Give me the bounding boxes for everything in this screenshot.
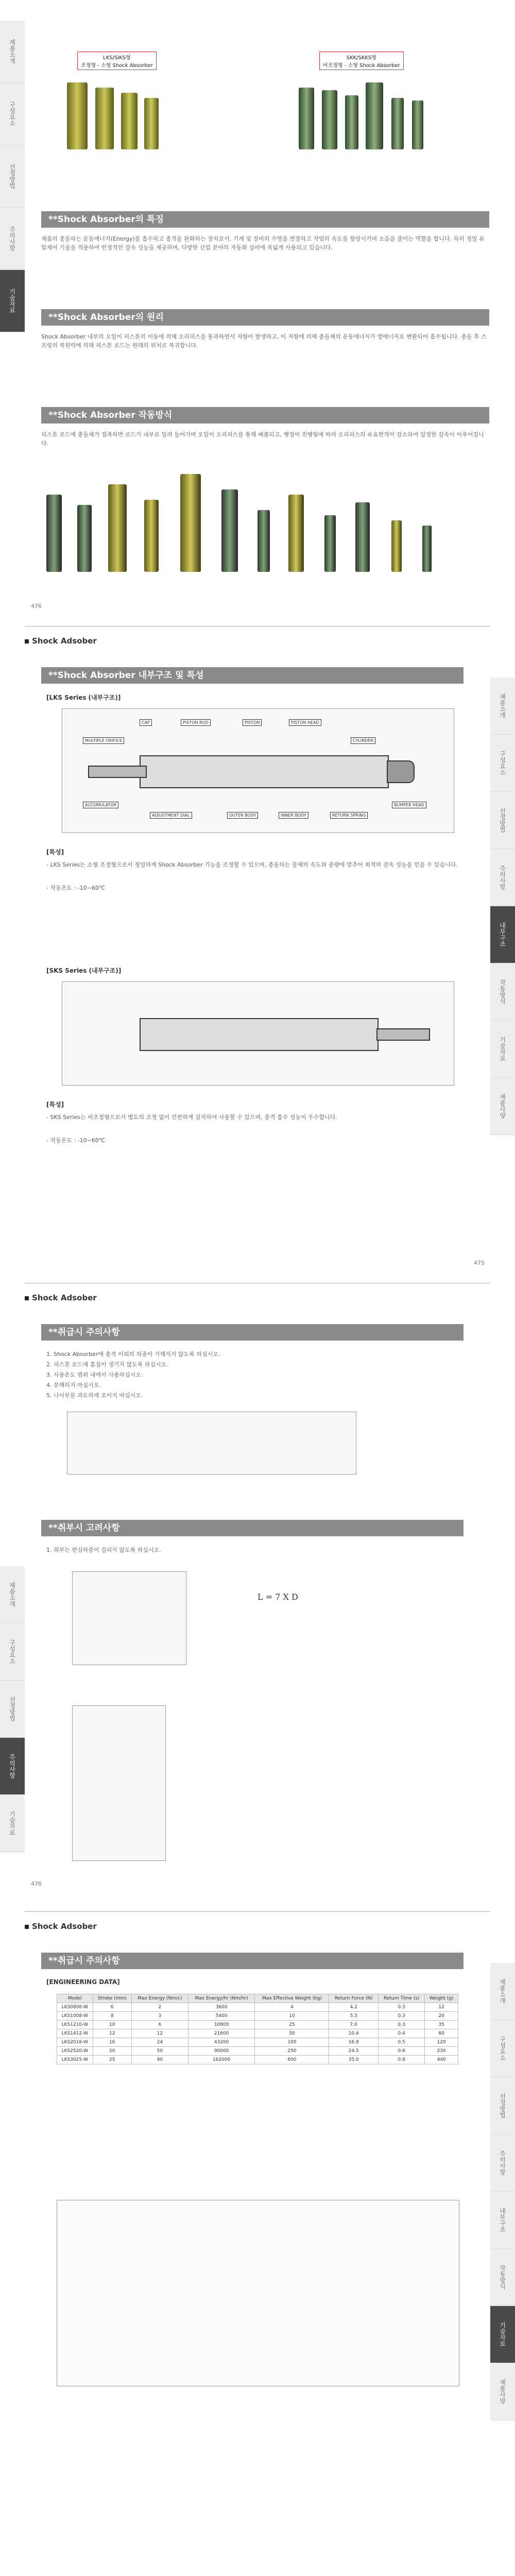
part-label: PISTON ROD xyxy=(181,719,211,726)
shock-absorber-image xyxy=(345,95,358,149)
mounting-diagram xyxy=(67,1412,356,1475)
catalog-page-2 xyxy=(0,626,515,1275)
product-group-adjustable xyxy=(46,52,201,155)
feature-title: [특성] xyxy=(46,849,64,856)
side-tab[interactable]: 주의사항 xyxy=(0,208,25,270)
shock-absorber-image xyxy=(322,90,337,149)
section-banner: **취급시 주의사항 xyxy=(41,1953,464,1969)
side-tab[interactable]: 기술자료 xyxy=(490,1021,515,1078)
right-side-tabs xyxy=(490,1963,515,2420)
table-cell: 10800 xyxy=(188,2021,255,2029)
table-cell: 24.5 xyxy=(329,2047,378,2056)
paragraph: - LKS Series는 소형 조정형으로서 정밀하게 Shock Absorber 기능을 조정할 수 있으며, 충돌하는 물체의 속도와 중량에 맞추어 최적의 감속 성능을 얻을 수 있습니다. xyxy=(46,861,458,868)
table-row xyxy=(57,2021,458,2029)
side-tab[interactable]: 선정방법 xyxy=(490,2077,515,2134)
product-label-box: LKS/SIKS형 조정형 - 소형 Shock Absorber xyxy=(77,52,157,70)
lks-cross-section-diagram xyxy=(62,708,454,833)
table-cell: 5.5 xyxy=(329,2012,378,2021)
table-cell: LKS2016-W xyxy=(57,2038,93,2047)
table-cell: LKS3025-W xyxy=(57,2056,93,2064)
paragraph: Shock Absorber 내부의 오일이 피스톤의 이동에 의해 오리피스를 통과하면서 저항이 발생하고, 이 저항에 의해 충돌체의 운동에너지가 열에너지로 변환되어 흡수됩니다. 충돌 후 스프링의 복원력에 의해 피스톤 로드는 원래의 위치로 복귀합니다. xyxy=(41,333,487,349)
shock-absorber-image xyxy=(180,474,201,572)
page-header: Shock Adsober xyxy=(25,636,490,652)
bumper-head xyxy=(387,760,415,783)
side-tab-active[interactable]: 내부구조 xyxy=(490,906,515,963)
feature-title: [특성] xyxy=(46,1101,64,1108)
table-row xyxy=(57,2038,458,2047)
table-cell: LKS1008-W xyxy=(57,2012,93,2021)
table-cell: 250 xyxy=(255,2047,329,2056)
catalog-page-4 xyxy=(0,1911,515,2576)
caution-item: 5. 나사부를 과도하게 조이지 마십시오. xyxy=(46,1392,143,1399)
table-cell: 0.5 xyxy=(378,2038,424,2047)
table-cell: 20 xyxy=(425,2012,458,2021)
shock-absorber-image xyxy=(67,82,88,149)
shock-absorber-image xyxy=(366,82,383,149)
table-cell: 21600 xyxy=(188,2029,255,2038)
table-cell: 10 xyxy=(255,2012,329,2021)
section-banner: **취부시 고려사항 xyxy=(41,1520,464,1536)
side-tab-active[interactable]: 기술자료 xyxy=(0,270,25,332)
col-header: Weight (g) xyxy=(425,1994,458,2003)
table-cell: 230 xyxy=(425,2047,458,2056)
table-cell: 5400 xyxy=(188,2012,255,2021)
top-rule xyxy=(25,1911,490,1912)
table-title: [ENGINEERING DATA] xyxy=(46,1978,120,1986)
col-header: Return Time (s) xyxy=(378,1994,424,2003)
table-cell: 440 xyxy=(425,2056,458,2064)
part-label: BUMPER HEAD xyxy=(392,802,426,808)
col-header: Stroke (mm) xyxy=(93,1994,131,2003)
table-cell: 90 xyxy=(131,2056,188,2064)
table-cell: 4.2 xyxy=(329,2003,378,2012)
mounting-note: 1. 취부는 편심하중이 걸리지 않도록 하십시오. xyxy=(46,1547,161,1553)
side-tab[interactable]: 제품사양 xyxy=(490,1078,515,1135)
table-cell: 100 xyxy=(255,2038,329,2047)
part-label: RETURN SPRING xyxy=(330,812,368,819)
side-tab-active[interactable]: 주의사항 xyxy=(0,1738,25,1795)
shock-absorber-image xyxy=(144,98,159,149)
part-label: PISTON HEAD xyxy=(289,719,321,726)
shock-absorber-image xyxy=(95,88,114,149)
col-header: Max Energy/hr (Nm/hr) xyxy=(188,1994,255,2003)
table-cell: 16 xyxy=(93,2038,131,2047)
table-row xyxy=(57,2056,458,2064)
page-header: Shock Adsober xyxy=(25,1922,490,1937)
side-tab[interactable]: 작동방식 xyxy=(490,2249,515,2306)
paragraph: 제품의 충돌하는 운동에너지(Energy)를 흡수하고 충격을 완화하는 장치로서, 기계 및 장비의 수명을 연장하고 작업의 속도를 향상시키며 소음을 줄이는 역할을 합니다. 특히 정밀 유압제어 기술을 적용하여 안정적인 감속 성능을 제공하며, 다양한 산업 분야의 자동화 설비에 폭넓게 사용되고 있습니다. xyxy=(41,235,485,251)
spec-range: - 작동온도 : -10~60℃ xyxy=(46,885,106,891)
shock-absorber-image xyxy=(258,510,270,572)
side-tab[interactable]: 선정방법 xyxy=(490,792,515,849)
cylinder-body xyxy=(140,1018,379,1051)
table-row xyxy=(57,2003,458,2012)
shock-absorber-image xyxy=(108,484,127,572)
table-row xyxy=(57,2029,458,2038)
table-cell: 24 xyxy=(131,2038,188,2047)
side-tab-active[interactable]: 기술자료 xyxy=(490,2306,515,2363)
table-cell: LKS2520-W xyxy=(57,2047,93,2056)
shock-absorber-image xyxy=(299,88,314,149)
table-cell: 35.0 xyxy=(329,2056,378,2064)
section-banner: **Shock Absorber 내부구조 및 특성 xyxy=(41,667,464,684)
shock-absorber-image xyxy=(412,100,423,149)
table-cell: 600 xyxy=(255,2056,329,2064)
table-cell: 10.4 xyxy=(329,2029,378,2038)
caution-item: 4. 분해하지 마십시오. xyxy=(46,1382,101,1388)
col-header: Return Force (N) xyxy=(329,1994,378,2003)
section-banner: **Shock Absorber 작동방식 xyxy=(41,407,489,423)
page-number: 476 xyxy=(31,603,42,609)
table-cell: 50 xyxy=(255,2029,329,2038)
part-label: INNER BODY xyxy=(279,812,308,819)
shock-absorber-image xyxy=(221,489,238,572)
side-tab[interactable]: 선정방법 xyxy=(0,1681,25,1738)
page-number: 475 xyxy=(474,1260,485,1266)
piston-rod xyxy=(88,766,147,778)
part-label: PISTON xyxy=(243,719,262,726)
side-tab[interactable]: 구성요소 xyxy=(490,735,515,792)
side-tab[interactable]: 주의사항 xyxy=(490,2134,515,2192)
table-cell: 120 xyxy=(425,2038,458,2047)
table-cell: 12 xyxy=(131,2029,188,2038)
part-label: ACCUMULATOR xyxy=(83,802,118,808)
shock-absorber-image xyxy=(121,93,138,149)
page-number: 476 xyxy=(31,1880,42,1887)
paragraph: - SKS Series는 비조정형으로서 별도의 조정 없이 간편하게 설치하여 사용할 수 있으며, 충격 흡수 성능이 우수합니다. xyxy=(46,1114,337,1121)
side-tab[interactable]: 제품소개 xyxy=(490,677,515,735)
table-cell: 35 xyxy=(425,2021,458,2029)
product-label-box: SKK/SKKS형 비조정형 - 소형 Shock Absorber xyxy=(319,52,404,70)
catalog-page-1 xyxy=(0,0,515,621)
table-cell: 43200 xyxy=(188,2038,255,2047)
series-title: [LKS Series (내부구조)] xyxy=(46,694,121,701)
table-cell: 90000 xyxy=(188,2047,255,2056)
part-label: CYLINDER xyxy=(351,737,375,744)
mounting-detail-diagram xyxy=(72,1571,186,1665)
shock-absorber-image xyxy=(391,98,404,149)
table-cell: 0.3 xyxy=(378,2021,424,2029)
dimension-table-placeholder xyxy=(57,2200,459,2386)
shock-absorber-image xyxy=(391,520,402,572)
col-header: Max Energy (Nm/c) xyxy=(131,1994,188,2003)
formula: L = 7 X D xyxy=(258,1592,298,1602)
table-cell: 0.3 xyxy=(378,2003,424,2012)
caution-item: 3. 사용온도 범위 내에서 사용하십시오. xyxy=(46,1371,143,1378)
table-cell: 7.0 xyxy=(329,2021,378,2029)
side-tab[interactable]: 선정방법 xyxy=(0,145,25,208)
table-cell: 50 xyxy=(131,2047,188,2056)
table-row xyxy=(57,2047,458,2056)
side-tab[interactable]: 제품사양 xyxy=(490,2363,515,2420)
page-header: Shock Adsober xyxy=(25,1293,490,1309)
table-cell: 0.3 xyxy=(378,2012,424,2021)
section-banner: **Shock Absorber의 특징 xyxy=(41,211,489,228)
product-lineup-image xyxy=(46,474,489,577)
spec-range: - 작동온도 : -10~60℃ xyxy=(46,1137,106,1144)
side-tab[interactable]: 제품소개 xyxy=(0,21,25,83)
part-label: ADJUSTMENT DIAL xyxy=(150,812,192,819)
left-side-tabs xyxy=(0,21,25,332)
col-header: Model xyxy=(57,1994,93,2003)
side-tab[interactable]: 구성요소 xyxy=(0,83,25,145)
table-cell: 25 xyxy=(255,2021,329,2029)
side-tab[interactable]: 구성요소 xyxy=(490,2020,515,2077)
table-cell: 20 xyxy=(93,2047,131,2056)
shock-absorber-image xyxy=(77,505,92,572)
part-label: OUTER BODY xyxy=(227,812,258,819)
right-side-tabs xyxy=(490,677,515,1135)
table-cell: LKS1412-W xyxy=(57,2029,93,2038)
caution-item: 1. Shock Absorber에 충격 이외의 하중이 가해지지 않도록 하십시오. xyxy=(46,1351,220,1358)
table-cell: 3 xyxy=(131,2012,188,2021)
table-cell: 4 xyxy=(255,2003,329,2012)
side-tab[interactable]: 제품소개 xyxy=(0,1566,25,1623)
product-group-nonadjustable xyxy=(288,52,484,155)
table-cell: 2 xyxy=(131,2003,188,2012)
table-cell: LKS1210-W xyxy=(57,2021,93,2029)
table-cell: 12 xyxy=(93,2029,131,2038)
stopper-diagram xyxy=(72,1705,166,1861)
table-cell: 25 xyxy=(93,2056,131,2064)
series-title: [SKS Series (내부구조)] xyxy=(46,967,122,974)
side-tab[interactable]: 기술자료 xyxy=(0,1795,25,1852)
table-cell: 3600 xyxy=(188,2003,255,2012)
table-cell: LKS0806-W xyxy=(57,2003,93,2012)
part-label: MULTIPLE ORIFICE xyxy=(83,737,124,744)
engineering-data-table xyxy=(57,1994,458,2064)
table-cell: 162000 xyxy=(188,2056,255,2064)
shock-absorber-image xyxy=(46,495,62,572)
table-header-row xyxy=(57,1994,458,2003)
table-cell: 12 xyxy=(425,2003,458,2012)
col-header: Max Effective Weight (kg) xyxy=(255,1994,329,2003)
shock-absorber-image xyxy=(422,526,432,572)
section-banner: **Shock Absorber의 원리 xyxy=(41,309,489,326)
cylinder-body xyxy=(140,755,389,788)
left-side-tabs xyxy=(0,1566,25,1852)
table-cell: 16.8 xyxy=(329,2038,378,2047)
table-cell: 0.6 xyxy=(378,2047,424,2056)
caution-item: 2. 피스톤 로드에 흠집이 생기지 않도록 하십시오. xyxy=(46,1361,168,1368)
sks-cross-section-diagram xyxy=(62,981,454,1086)
table-cell: 8 xyxy=(93,2012,131,2021)
side-tab[interactable]: 제품소개 xyxy=(490,1963,515,2020)
part-label: CAP xyxy=(140,719,152,726)
paragraph: 피스톤 로드에 충돌체가 접촉하면 로드가 내부로 밀려 들어가며 오일이 오리피스를 통해 배출되고, 행정이 진행됨에 따라 오리피스의 유효면적이 감소하여 일정한 감속이 이루어집니다. xyxy=(41,431,484,447)
table-cell: 60 xyxy=(425,2029,458,2038)
shock-absorber-image xyxy=(355,502,370,572)
side-tab[interactable]: 내부구조 xyxy=(490,2192,515,2249)
section-banner: **취급시 주의사항 xyxy=(41,1324,464,1341)
table-cell: 6 xyxy=(93,2003,131,2012)
table-cell: 0.8 xyxy=(378,2056,424,2064)
catalog-page-3 xyxy=(0,1283,515,1901)
side-tab[interactable]: 작동방식 xyxy=(490,963,515,1021)
piston-rod xyxy=(376,1028,430,1041)
shock-absorber-image xyxy=(144,500,159,572)
side-tab[interactable]: 주의사항 xyxy=(490,849,515,906)
shock-absorber-image xyxy=(324,515,336,572)
table-row xyxy=(57,2012,458,2021)
table-cell: 6 xyxy=(131,2021,188,2029)
shock-absorber-image xyxy=(288,495,304,572)
table-cell: 10 xyxy=(93,2021,131,2029)
table-cell: 0.4 xyxy=(378,2029,424,2038)
side-tab[interactable]: 구성요소 xyxy=(0,1623,25,1681)
